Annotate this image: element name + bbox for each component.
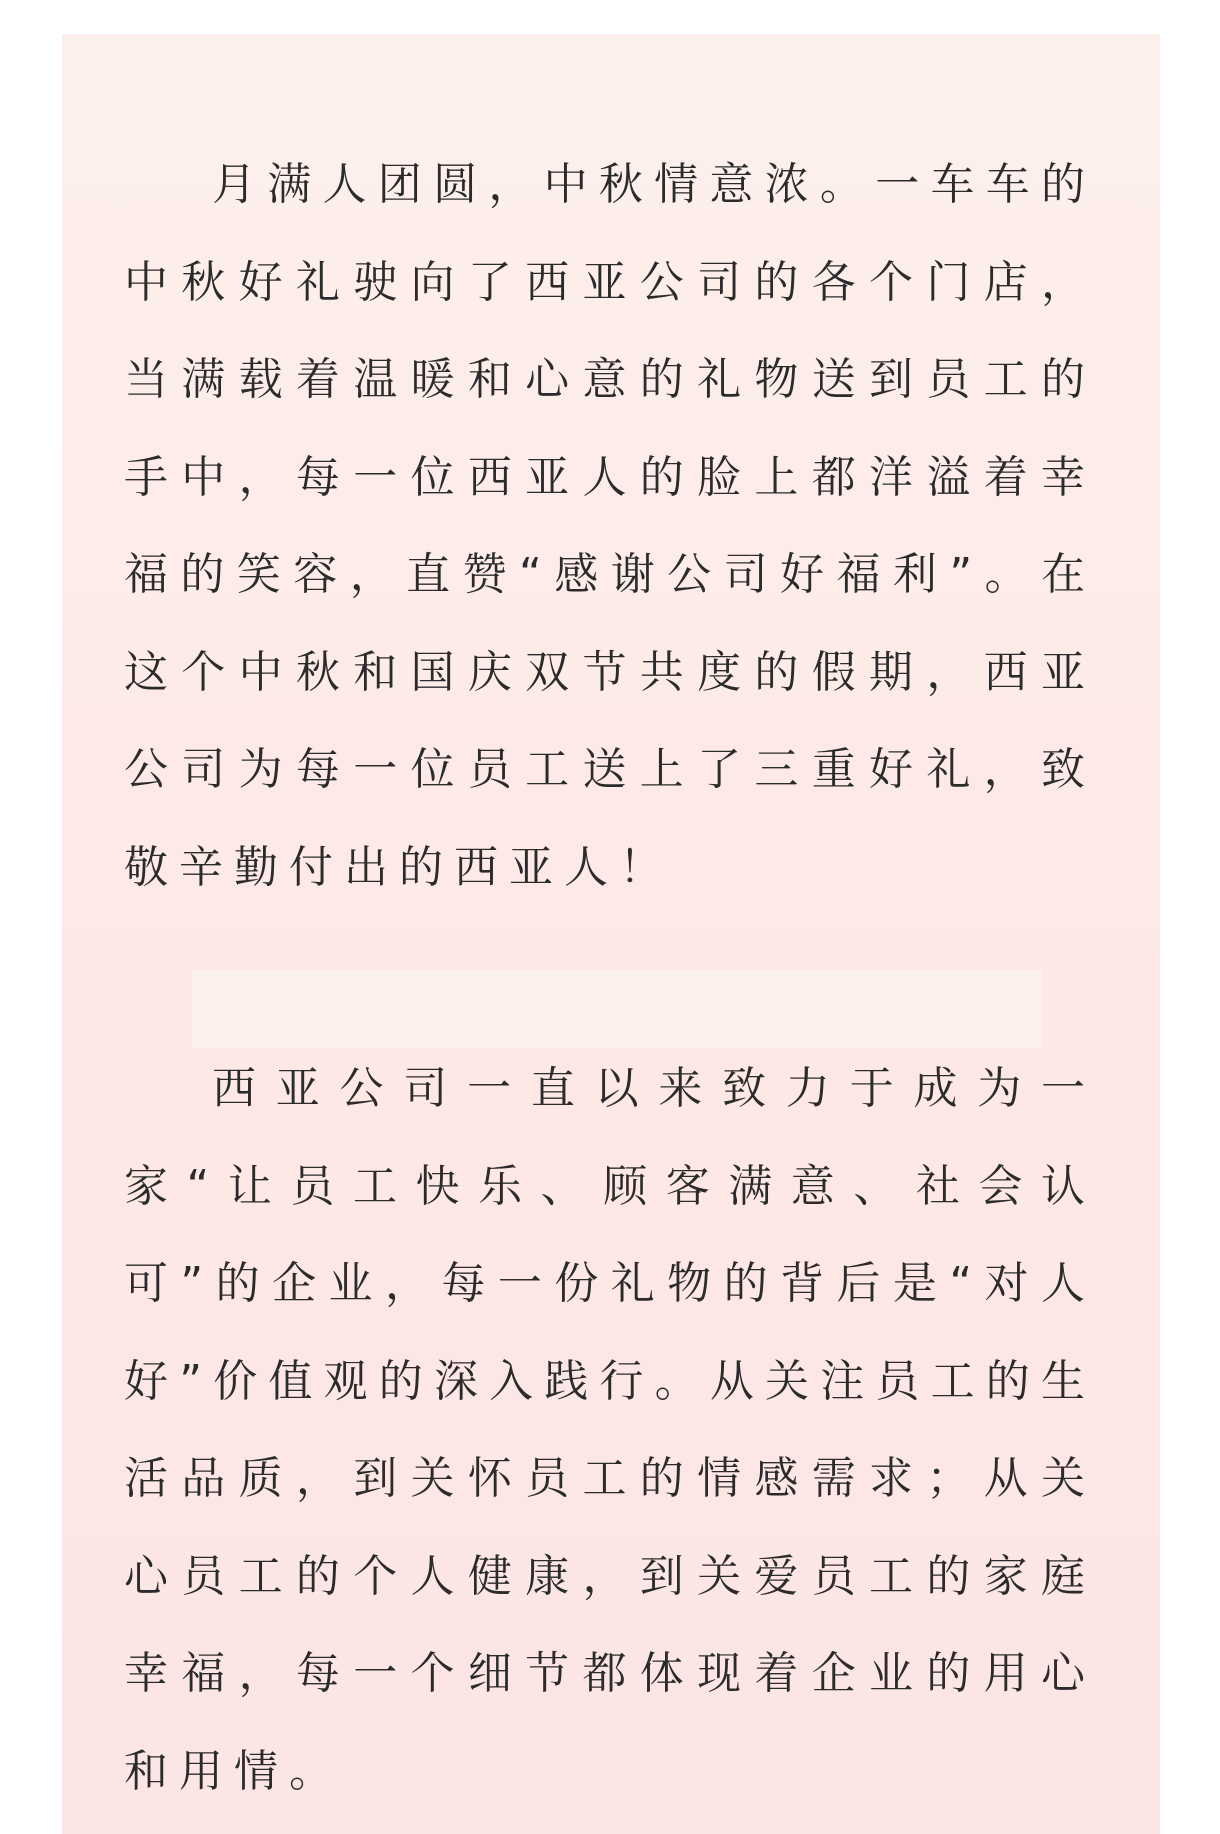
section-divider bbox=[192, 970, 1042, 1048]
article-paragraph-company-values: 西亚公司一直以来致力于成为一家“让员工快乐、顾客满意、社会认可”的企业，每一份礼物的背后是“对人好”价值观的深入践行。从关注员工的生活品质，到关怀员工的情感需求；从关心员工的个人健康，到关爱员工的家庭幸福，每一个细节都体现着企业的用心和用情。 bbox=[124, 1063, 1096, 1797]
article-paragraph-mid-autumn-gifts: 月满人团圆，中秋情意浓。一车车的中秋好礼驶向了西亚公司的各个门店，当满载着温暖和心意的礼物送到员工的手中，每一位西亚人的脸上都洋溢着幸福的笑容，直赞“感谢公司好福利”。在这个中秋和国庆双节共度的假期，西亚公司为每一位员工送上了三重好礼，致敬辛勤付出的西亚人！ bbox=[124, 159, 1096, 893]
